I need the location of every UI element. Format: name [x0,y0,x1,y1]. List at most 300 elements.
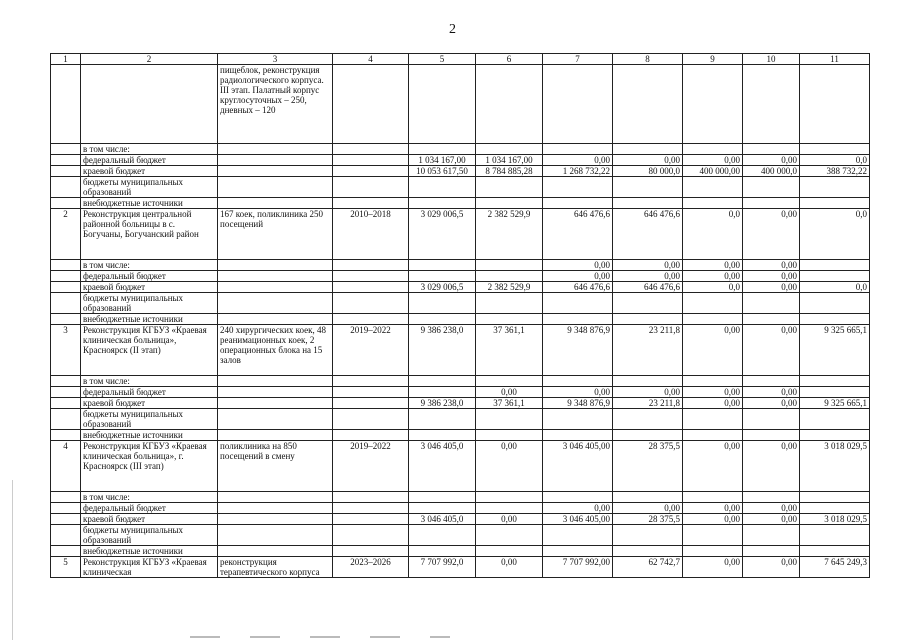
value-cell: 1 034 167,00 [409,155,476,166]
funding-source-cell: в том числе: [81,376,218,387]
value-cell [543,293,613,314]
value-cell: 80 000,0 [613,166,683,177]
value-cell [800,65,870,144]
capacity-cell [218,525,333,546]
row-number-cell [51,525,81,546]
table-row-object [51,441,870,492]
row-number-cell [51,260,81,271]
funding-source-cell: краевой бюджет [81,398,218,409]
capacity-cell [218,260,333,271]
capacity-cell [218,314,333,325]
value-cell [613,314,683,325]
table-row-continuation [51,65,870,144]
value-cell [800,293,870,314]
row-number-cell [51,492,81,503]
value-cell [743,293,800,314]
table-row-source [51,503,870,514]
value-cell: 0,00 [683,271,743,282]
funding-source-cell: федеральный бюджет [81,387,218,398]
value-cell: 10 053 617,50 [409,166,476,177]
value-cell: 0,0 [683,209,743,260]
value-cell [409,293,476,314]
value-cell [476,65,543,144]
value-cell [743,65,800,144]
capacity-cell [218,387,333,398]
value-cell [683,65,743,144]
value-cell: 62 742,7 [613,557,683,578]
value-cell: 3 018 029,5 [800,441,870,492]
table-row-source [51,409,870,430]
column-number-header: 9 [683,54,743,65]
period-cell [333,155,409,166]
value-cell: 9 386 238,0 [409,398,476,409]
value-cell [409,271,476,282]
value-cell [543,492,613,503]
value-cell: 0,00 [683,503,743,514]
value-cell [683,430,743,441]
column-number-header: 8 [613,54,683,65]
value-cell [543,144,613,155]
value-cell [476,198,543,209]
funding-source-cell: в том числе: [81,144,218,155]
value-cell: 0,00 [683,387,743,398]
funding-source-cell: федеральный бюджет [81,155,218,166]
table-row-source [51,492,870,503]
value-cell: 0,00 [683,155,743,166]
table-header-row [51,54,870,65]
value-cell: 0,0 [800,282,870,293]
period-cell: 2019–2022 [333,441,409,492]
capacity-cell [218,492,333,503]
row-number-cell: 4 [51,441,81,492]
value-cell [409,430,476,441]
table-row-source [51,387,870,398]
value-cell: 0,00 [743,260,800,271]
value-cell: 0,0 [683,282,743,293]
value-cell: 3 046 405,00 [543,441,613,492]
value-cell [800,198,870,209]
page-number: 2 [449,22,456,37]
value-cell [409,387,476,398]
capacity-cell: пищеблок, реконструкция радиологического корпуса. III этап. Палатный корпус круглосуточных – 250, дневных – 120 [218,65,333,144]
value-cell [333,65,409,144]
value-cell [409,198,476,209]
value-cell [743,492,800,503]
scan-edge-line [12,480,13,640]
capacity-cell: реконструкция терапевтического корпуса [218,557,333,578]
table-row-source [51,155,870,166]
value-cell [800,314,870,325]
value-cell [683,525,743,546]
row-number-cell [51,144,81,155]
value-cell: 0,00 [743,282,800,293]
value-cell [543,430,613,441]
funding-source-cell: бюджеты муниципальных образований [81,409,218,430]
value-cell [683,546,743,557]
value-cell [476,260,543,271]
value-cell: 0,00 [613,155,683,166]
value-cell: 3 029 006,5 [409,282,476,293]
period-cell [333,398,409,409]
value-cell [743,144,800,155]
table-row-source [51,314,870,325]
period-cell [333,514,409,525]
column-number-header: 6 [476,54,543,65]
value-cell: 0,0 [800,155,870,166]
value-cell [476,525,543,546]
value-cell [543,65,613,144]
value-cell: 0,00 [543,271,613,282]
row-number-cell [51,155,81,166]
period-cell [333,271,409,282]
value-cell: 23 211,8 [613,325,683,376]
row-number-cell [51,282,81,293]
value-cell: 0,00 [743,209,800,260]
row-number-cell [51,177,81,198]
value-cell [683,409,743,430]
value-cell [476,177,543,198]
capacity-cell [218,376,333,387]
value-cell [800,144,870,155]
value-cell: 9 386 238,0 [409,325,476,376]
value-cell: 0,00 [743,503,800,514]
column-number-header: 10 [743,54,800,65]
value-cell [613,177,683,198]
value-cell: 0,00 [543,387,613,398]
value-cell [409,376,476,387]
value-cell: 0,00 [743,557,800,578]
period-cell [333,492,409,503]
value-cell [409,314,476,325]
row-number-cell [51,376,81,387]
value-cell [409,65,476,144]
value-cell: 37 361,1 [476,325,543,376]
value-cell: 8 784 885,28 [476,166,543,177]
funding-source-cell: краевой бюджет [81,282,218,293]
value-cell [800,525,870,546]
table-row-source [51,546,870,557]
capacity-cell: 167 коек, поликлиника 250 посещений [218,209,333,260]
value-cell [743,546,800,557]
value-cell: 0,00 [743,514,800,525]
value-cell [743,430,800,441]
value-cell: 0,00 [683,260,743,271]
object-name-cell: Реконструкция КГБУЗ «Краевая клиническая больница», г. Красноярск (III этап) [81,441,218,492]
value-cell: 646 476,6 [613,282,683,293]
table-row-source [51,260,870,271]
value-cell: 0,00 [543,155,613,166]
value-cell: 0,00 [613,503,683,514]
value-cell: 3 046 405,0 [409,441,476,492]
value-cell [409,525,476,546]
value-cell: 0,00 [743,398,800,409]
funding-source-cell: внебюджетные источники [81,430,218,441]
value-cell [543,525,613,546]
value-cell [800,492,870,503]
value-cell [800,503,870,514]
period-cell [333,314,409,325]
value-cell [800,271,870,282]
value-cell: 37 361,1 [476,398,543,409]
funding-source-cell: бюджеты муниципальных образований [81,293,218,314]
period-cell [333,376,409,387]
column-number-header: 4 [333,54,409,65]
column-number-header: 11 [800,54,870,65]
value-cell [409,177,476,198]
value-cell: 0,0 [800,209,870,260]
period-cell [333,525,409,546]
value-cell: 9 325 665,1 [800,398,870,409]
value-cell: 0,00 [543,503,613,514]
funding-source-cell: бюджеты муниципальных образований [81,177,218,198]
value-cell [543,198,613,209]
value-cell: 0,00 [743,271,800,282]
funding-source-cell: краевой бюджет [81,514,218,525]
value-cell: 9 348 876,9 [543,398,613,409]
value-cell: 400 000,0 [743,166,800,177]
value-cell [476,409,543,430]
value-cell: 0,00 [683,398,743,409]
table-row-source [51,198,870,209]
value-cell: 0,00 [476,557,543,578]
value-cell [476,430,543,441]
value-cell [476,376,543,387]
value-cell [409,492,476,503]
column-number-header: 2 [81,54,218,65]
funding-source-cell: краевой бюджет [81,166,218,177]
value-cell [409,503,476,514]
table-row-source [51,177,870,198]
period-cell [333,144,409,155]
value-cell [683,376,743,387]
value-cell: 1 268 732,22 [543,166,613,177]
row-number-cell [51,271,81,282]
value-cell [613,546,683,557]
column-number-header: 7 [543,54,613,65]
period-cell [333,430,409,441]
column-number-header: 1 [51,54,81,65]
value-cell: 2 382 529,9 [476,209,543,260]
table-row-source [51,514,870,525]
period-cell [333,503,409,514]
funding-source-cell: внебюджетные источники [81,314,218,325]
value-cell: 400 000,00 [683,166,743,177]
table-row-source [51,144,870,155]
capacity-cell [218,293,333,314]
value-cell: 23 211,8 [613,398,683,409]
row-number-cell [51,314,81,325]
value-cell: 28 375,5 [613,441,683,492]
object-name-cell: Реконструкция центральной районной больницы в с. Богучаны, Богучанский район [81,209,218,260]
period-cell [333,546,409,557]
value-cell [409,409,476,430]
capacity-cell: поликлиника на 850 посещений в смену [218,441,333,492]
value-cell: 0,00 [743,441,800,492]
value-cell: 3 018 029,5 [800,514,870,525]
funding-source-cell: в том числе: [81,492,218,503]
value-cell [476,546,543,557]
value-cell [613,525,683,546]
capacity-cell [218,514,333,525]
value-cell [476,503,543,514]
funding-source-cell: внебюджетные источники [81,198,218,209]
row-number-cell [51,503,81,514]
period-cell [333,409,409,430]
row-number-cell [51,166,81,177]
funding-source-cell: бюджеты муниципальных образований [81,525,218,546]
value-cell [543,314,613,325]
capacity-cell [218,398,333,409]
value-cell [800,430,870,441]
value-cell [613,492,683,503]
value-cell [476,144,543,155]
scan-bottom-artifact [190,636,450,638]
funding-source-cell: федеральный бюджет [81,503,218,514]
table-row-object [51,557,870,578]
period-cell [333,260,409,271]
value-cell [613,198,683,209]
value-cell: 3 046 405,00 [543,514,613,525]
value-cell [743,376,800,387]
value-cell [543,177,613,198]
value-cell: 0,00 [613,387,683,398]
value-cell: 7 707 992,0 [409,557,476,578]
table-row-source [51,293,870,314]
table-row-source [51,525,870,546]
value-cell: 0,00 [543,260,613,271]
value-cell: 0,00 [683,441,743,492]
value-cell [543,546,613,557]
value-cell: 0,00 [683,514,743,525]
funding-source-cell: внебюджетные источники [81,546,218,557]
table-row-object [51,209,870,260]
table-row-source [51,166,870,177]
value-cell [743,177,800,198]
value-cell [800,387,870,398]
value-cell [476,293,543,314]
value-cell: 3 029 006,5 [409,209,476,260]
period-cell: 2019–2022 [333,325,409,376]
value-cell: 7 707 992,00 [543,557,613,578]
row-number-cell [51,387,81,398]
value-cell [543,376,613,387]
row-number-cell [51,409,81,430]
value-cell: 28 375,5 [613,514,683,525]
capacity-cell [218,144,333,155]
capacity-cell [218,282,333,293]
capacity-cell [218,546,333,557]
value-cell: 0,00 [476,387,543,398]
period-cell [333,198,409,209]
period-cell [333,293,409,314]
capacity-cell [218,177,333,198]
object-name-cell: Реконструкция КГБУЗ «Краевая клиническая больница», Красноярск (II этап) [81,325,218,376]
value-cell: 2 382 529,9 [476,282,543,293]
row-number-cell [51,514,81,525]
capacity-cell [218,198,333,209]
value-cell [409,144,476,155]
value-cell: 646 476,6 [613,209,683,260]
value-cell [743,409,800,430]
value-cell: 646 476,6 [543,282,613,293]
value-cell [800,409,870,430]
value-cell: 0,00 [476,441,543,492]
capacity-cell [218,409,333,430]
value-cell [683,492,743,503]
capacity-cell [218,155,333,166]
period-cell [333,282,409,293]
value-cell [743,314,800,325]
row-number-cell [51,198,81,209]
column-number-header: 3 [218,54,333,65]
value-cell: 9 325 665,1 [800,325,870,376]
object-name-cell [81,65,218,144]
value-cell [613,293,683,314]
value-cell: 0,00 [743,387,800,398]
value-cell: 9 348 876,9 [543,325,613,376]
funding-source-cell: в том числе: [81,260,218,271]
table-row-object [51,325,870,376]
value-cell [613,376,683,387]
value-cell [409,260,476,271]
value-cell [800,177,870,198]
value-cell [476,492,543,503]
value-cell [800,376,870,387]
row-number-cell: 2 [51,209,81,260]
value-cell: 3 046 405,0 [409,514,476,525]
value-cell: 7 645 249,3 [800,557,870,578]
row-number-cell [51,546,81,557]
column-number-header: 5 [409,54,476,65]
value-cell [476,271,543,282]
value-cell: 0,00 [613,271,683,282]
value-cell [683,314,743,325]
financing-table [50,53,870,578]
capacity-cell [218,503,333,514]
value-cell: 388 732,22 [800,166,870,177]
value-cell [613,144,683,155]
capacity-cell [218,430,333,441]
value-cell: 0,00 [683,557,743,578]
table-row-source [51,271,870,282]
row-number-cell: 5 [51,557,81,578]
value-cell [613,409,683,430]
capacity-cell: 240 хирургических коек, 48 реанимационных коек, 2 операционных блока на 15 залов [218,325,333,376]
value-cell [743,525,800,546]
capacity-cell [218,271,333,282]
value-cell [743,198,800,209]
value-cell [613,430,683,441]
table-row-source [51,398,870,409]
value-cell [683,144,743,155]
value-cell [683,293,743,314]
value-cell [683,177,743,198]
value-cell [683,198,743,209]
value-cell [543,409,613,430]
period-cell: 2023–2026 [333,557,409,578]
value-cell: 0,00 [743,325,800,376]
value-cell: 1 034 167,00 [476,155,543,166]
table-row-source [51,430,870,441]
value-cell: 0,00 [476,514,543,525]
value-cell [409,546,476,557]
value-cell [800,546,870,557]
value-cell: 0,00 [743,155,800,166]
row-number-cell [51,398,81,409]
value-cell: 0,00 [613,260,683,271]
row-number-cell [51,293,81,314]
period-cell [333,387,409,398]
